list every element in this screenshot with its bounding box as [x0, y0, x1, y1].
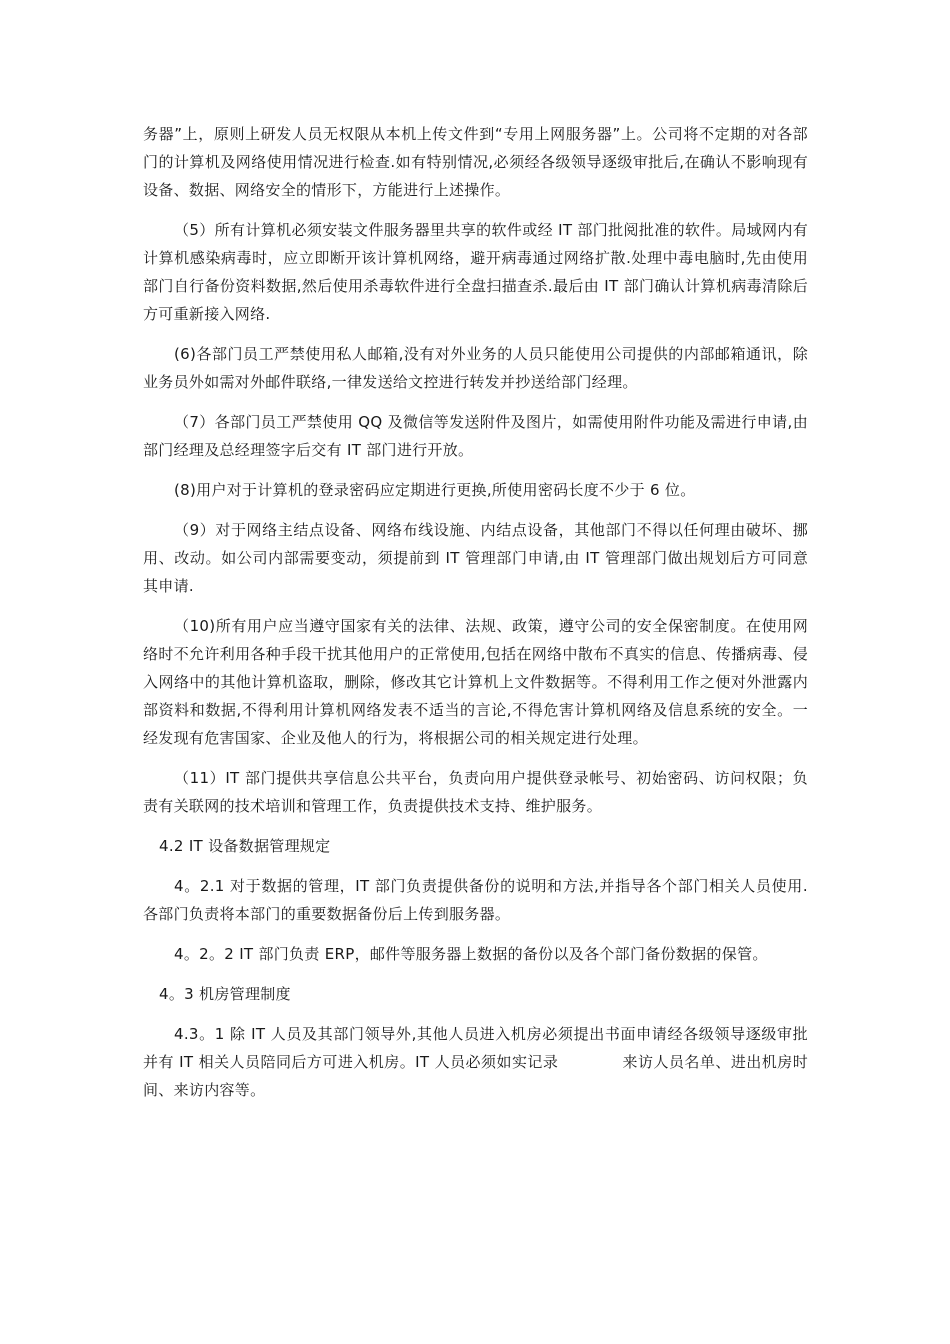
- paragraph-4-3-1-part2: 来访人员名单、进出机房时间、来访内容等。: [143, 1053, 808, 1099]
- section-heading-4-2: 4.2 IT 设备数据管理规定: [159, 837, 331, 855]
- paragraph-item-10: （10)所有用户应当遵守国家有关的法律、法规、政策，遵守公司的安全保密制度。在使用网络时不允许利用各种手段干扰其他用户的正常使用,包括在网络中散布不真实的信息、传播病毒、侵入网络中的其他计算机盗取，删除，修改其它计算机上文件数据等。不得利用工作之便对外泄露内部资料和数据,不得利用计算机网络发表不适当的言论,不得危害计算机网络及信息系统的安全。一经发现有危害国家、企业及他人的行为，将根据公司的相关规定进行处理。: [143, 617, 808, 747]
- paragraph-item-7: （7）各部门员工严禁使用 QQ 及微信等发送附件及图片，如需使用附件功能及需进行申请,由部门经理及总经理签字后交有 IT 部门进行开放。: [143, 413, 808, 459]
- paragraph-continued: 务器”上，原则上研发人员无权限从本机上传文件到“专用上网服务器”上。公司将不定期的对各部门的计算机及网络使用情况进行检查.如有特别情况,必须经各级领导逐级审批后,在确认不影响现有设备、数据、网络安全的情形下，方能进行上述操作。: [143, 125, 808, 199]
- section-heading-4-3: 4。3 机房管理制度: [159, 985, 291, 1003]
- paragraph-item-5: （5）所有计算机必须安装文件服务器里共享的软件或经 IT 部门批阅批准的软件。局域网内有计算机感染病毒时，应立即断开该计算机网络，避开病毒通过网络扩散.处理中毒电脑时,先由使用部门自行备份资料数据,然后使用杀毒软件进行全盘扫描查杀.最后由 IT 部门确认计算机病毒清除后方可重新接入网络.: [143, 221, 808, 323]
- document-body: [143, 120, 808, 1116]
- paragraph-4-3-1: [143, 1020, 808, 1104]
- paragraph-4-2-1: 4。2.1 对于数据的管理，IT 部门负责提供备份的说明和方法,并指导各个部门相关人员使用.各部门负责将本部门的重要数据备份后上传到服务器。: [143, 877, 808, 923]
- paragraph-item-6: (6)各部门员工严禁使用私人邮箱,没有对外业务的人员只能使用公司提供的内部邮箱通讯，除业务员外如需对外邮件联络,一律发送给文控进行转发并抄送给部门经理。: [143, 345, 808, 391]
- paragraph-item-11: （11）IT 部门提供共享信息公共平台，负责向用户提供登录帐号、初始密码、访问权限；负责有关联网的技术培训和管理工作，负责提供技术支持、维护服务。: [143, 769, 808, 815]
- paragraph-item-9: （9）对于网络主结点设备、网络布线设施、内结点设备，其他部门不得以任何理由破坏、挪用、改动。如公司内部需要变动，须提前到 IT 管理部门申请,由 IT 管理部门做出规划后方可同意其申请.: [143, 521, 808, 595]
- paragraph-4-2-2: 4。2。2 IT 部门负责 ERP，邮件等服务器上数据的备份以及各个部门备份数据的保管。: [174, 945, 768, 963]
- paragraph-item-8: (8)用户对于计算机的登录密码应定期进行更换,所使用密码长度不少于 6 位。: [174, 481, 696, 499]
- paragraph-4-3-1-part1: 4.3。1 除 IT 人员及其部门领导外,其他人员进入机房必须提出书面申请经各级领导逐级审批并有 IT 相关人员陪同后方可进入机房。IT 人员必须如实记录: [143, 1025, 808, 1071]
